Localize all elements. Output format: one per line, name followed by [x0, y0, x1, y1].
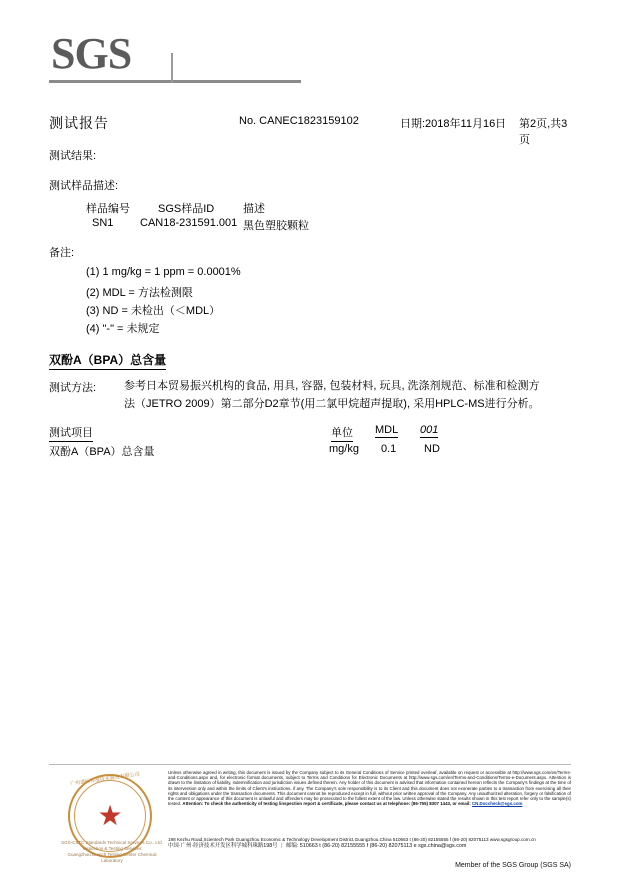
method-line-1: 参考日本贸易振兴机构的食品, 用具, 容器, 包装材料, 玩具, 洗涤剂规范、标准和检测方 — [124, 380, 540, 392]
method-line-2: 法（JETRO 2009）第二部分D2章节(用二氯甲烷超声提取), 采用HPLC-MS进行分析。 — [124, 398, 540, 410]
remark-note-2: (2) MDL = 方法检测限 — [86, 287, 193, 299]
address-line-cn — [168, 843, 571, 850]
remark-label: 备注: — [49, 247, 75, 259]
method-label: 测试方法: — [49, 382, 97, 394]
stamp-subtext — [60, 840, 164, 864]
result-table-header-unit: 单位 — [331, 424, 353, 442]
sample-table-header-0: 样品编号 — [86, 203, 130, 215]
result-table-cell-unit: mg/kg — [329, 443, 359, 455]
sample-table-header-2: 描述 — [243, 203, 265, 215]
address-line-en: 198 Kezhu Road,Scientech Park Guangzhou Economic & Technology Development District,Guangzhou,China 510663 t (86-20) 82155555 f (86-20) 82075113 www.sgsgroup.com.cn — [168, 837, 536, 842]
legal-email-label: or email: — [452, 801, 471, 807]
remark-note-4: (4) "-" = 未规定 — [86, 323, 160, 335]
sample-description-label: 测试样品描述: — [49, 180, 119, 192]
remark-note-1: (1) 1 mg/kg = 1 ppm = 0.0001% — [86, 266, 241, 278]
address-cn-text: 中国·广州·经济技术开发区科学城科珠路198号 — [168, 843, 278, 849]
footer-address-block — [168, 836, 571, 850]
sample-table-cell-0-1: CAN18-231591.001 — [140, 217, 238, 229]
legal-email-link[interactable]: CN.Doccheck@sgs.com — [472, 801, 523, 807]
sgs-logo — [49, 31, 319, 89]
section-title-bpa: 双酚A（BPA）总含量 — [49, 351, 166, 370]
result-table-header-mdl: MDL — [375, 424, 399, 436]
result-table-header-sample: 001 — [420, 424, 439, 436]
red-star-icon: ★ — [97, 800, 123, 831]
sample-table-header-1: SGS样品ID — [158, 203, 215, 215]
sample-table-cell-0-2: 黑色塑胶颗粒 — [243, 220, 309, 232]
address-cn-contact: 邮编: 510663 t (86-20) 82155555 f (86-20) 82075113 e sgs.china@sgs.com — [286, 843, 467, 849]
remark-note-3: (3) ND = 未检出（＜MDL） — [86, 305, 221, 317]
result-table-cell-value: ND — [424, 443, 440, 455]
page-number: 第2页,共3页 — [519, 118, 568, 146]
company-stamp — [60, 771, 164, 863]
stamp-ring-text: 广州通标标准技术服务有限公司 — [69, 771, 141, 788]
sgs-logo-text: SGS — [51, 29, 132, 78]
logo-divider-icon — [171, 53, 173, 83]
logo-underline — [49, 80, 301, 83]
page-title: 测试报告 — [49, 115, 109, 131]
stamp-subtext-line-2: Inspection & Testing Services — [82, 846, 142, 851]
stamp-subtext-line-3: Guangzhou Branch Testing Center Chemical Laboratory — [67, 852, 157, 863]
title-row — [49, 113, 571, 146]
sample-table-cell-0-0: SN1 — [92, 217, 114, 229]
footer-divider — [49, 764, 571, 765]
member-note: Member of the SGS Group (SGS SA) — [455, 862, 571, 869]
results-label: 测试结果: — [49, 150, 97, 162]
legal-attention-text: Attention: To check the authenticity of testing /inspection report & certificate, please contact us at telephone: (86-755) 8307 1443, — [182, 801, 452, 807]
address-separator-icon: | — [281, 843, 283, 849]
legal-body-text: Unless otherwise agreed in writing, this document is issued by the Company subject to its General Conditions of Service printed overleaf, available on request or accessible at http://www.sgs.com/en/Terms-and-Conditions.aspx and, for electronic format documents, subject to Terms and Conditions for Electronic Documents at http://www.sgs.com/en/Terms-and-Conditions/Terms-e-Document.aspx. Attention is drawn to the limitation of liability, indemnification and jurisdiction issues defined therein. Any holder of this document is advised that information contained hereon reflects the Company's findings at the time of its intervention only and within the limits of Client's instructions, if any. The Company's sole responsibility is to its Client and this document does not exonerate parties to a transaction from exercising all their rights and obligations under the transaction documents. This document cannot be reproduced except in full, without prior written approval of the Company. Any unauthorized alteration, forgery or falsification of the content or appearance of this document is unlawful and offenders may be prosecuted to the fullest extent of the law. Unless otherwise stated the results shown in this test report refer only to the sample(s) tested. — [168, 770, 571, 807]
stamp-subtext-line-1: SGS-CSTC Standards Technical Services Co., Ltd. — [61, 840, 163, 845]
legal-disclaimer — [168, 770, 571, 806]
report-number: No. CANEC1823159102 — [239, 115, 359, 127]
result-table-cell-mdl: 0.1 — [381, 443, 397, 455]
report-date: 日期:2018年11月16日 — [400, 118, 507, 130]
result-table-header-item: 测试项目 — [49, 424, 93, 442]
result-table-cell-item: 双酚A（BPA）总含量 — [49, 446, 155, 458]
